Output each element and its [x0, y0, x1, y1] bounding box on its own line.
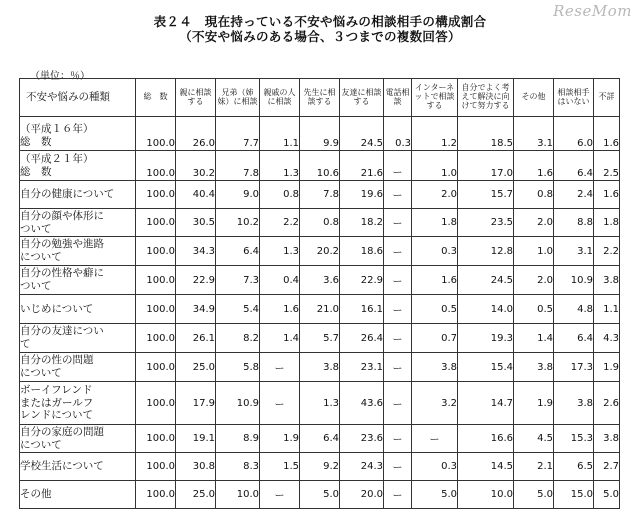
value-cell: 100.0	[136, 324, 176, 353]
value-cell: 0.8	[260, 181, 300, 209]
value-cell: 6.4	[300, 425, 340, 453]
value-cell: 14.0	[458, 295, 514, 324]
row-label-line: について	[20, 251, 62, 263]
value-cell: 18.6	[340, 237, 384, 266]
col-header-internet: インターネットで相談する	[412, 79, 458, 117]
row-label	[20, 266, 136, 295]
value-cell: 1.9	[260, 425, 300, 453]
table-row	[20, 425, 620, 453]
value-cell: ー	[260, 481, 300, 509]
table-row	[20, 209, 620, 237]
row-label-line: ついて	[20, 222, 52, 235]
col-header-total: 総 数	[136, 79, 176, 117]
row-label-line: いじめについて	[20, 302, 94, 315]
value-cell: 3.8	[300, 353, 340, 382]
value-cell: 25.0	[176, 481, 216, 509]
value-cell: 26.1	[176, 324, 216, 353]
value-cell: 34.9	[176, 295, 216, 324]
value-cell: 22.9	[176, 266, 216, 295]
value-cell: 7.3	[216, 266, 260, 295]
table-row	[20, 481, 620, 509]
value-cell: 20.0	[340, 481, 384, 509]
col-header-sibling: 兄弟（姉妹）に相談	[216, 79, 260, 117]
value-cell: 23.1	[340, 353, 384, 382]
value-cell: 23.5	[458, 209, 514, 237]
value-cell: ー	[384, 209, 412, 237]
value-cell: 10.0	[458, 481, 514, 509]
table-row	[20, 266, 620, 295]
row-label-line: レンドについて	[20, 409, 94, 422]
value-cell: 1.9	[594, 353, 620, 382]
value-cell: 9.2	[300, 453, 340, 481]
table-row	[20, 151, 620, 181]
row-label	[20, 425, 136, 453]
value-cell: 30.5	[176, 209, 216, 237]
value-cell: ー	[384, 382, 412, 425]
value-cell: 21.0	[300, 295, 340, 324]
value-cell: 100.0	[136, 151, 176, 181]
value-cell: 0.7	[412, 324, 458, 353]
value-cell: 6.4	[216, 237, 260, 266]
value-cell: 0.3	[412, 237, 458, 266]
value-cell: 6.0	[554, 117, 594, 151]
value-cell: 10.9	[554, 266, 594, 295]
table-row	[20, 382, 620, 425]
row-label-line: その他	[20, 488, 52, 501]
value-cell: 1.6	[412, 266, 458, 295]
value-cell: 5.0	[412, 481, 458, 509]
value-cell: 8.2	[216, 324, 260, 353]
row-label-line: について	[20, 438, 62, 451]
table-title: 表２４ 現在持っている不安や悩みの相談相手の構成割合	[153, 14, 487, 29]
value-cell: 2.6	[594, 382, 620, 425]
value-cell: 100.0	[136, 181, 176, 209]
value-cell: 2.0	[412, 181, 458, 209]
value-cell: 6.5	[554, 453, 594, 481]
value-cell: 12.8	[458, 237, 514, 266]
value-cell: 10.9	[216, 382, 260, 425]
value-cell: 19.6	[340, 181, 384, 209]
value-cell: 5.0	[594, 481, 620, 509]
row-label	[20, 181, 136, 209]
value-cell: 9.9	[300, 117, 340, 151]
value-cell: 0.3	[384, 117, 412, 151]
row-label	[20, 353, 136, 382]
row-label-line: 自分の顔や体形に	[20, 209, 104, 222]
value-cell: 100.0	[136, 382, 176, 425]
col-header-other: その他	[514, 79, 554, 117]
value-cell: 100.0	[136, 117, 176, 151]
row-label	[20, 324, 136, 353]
value-cell: 0.5	[514, 295, 554, 324]
row-label-line: 自分の性の問題	[20, 354, 94, 367]
row-label	[20, 295, 136, 324]
value-cell: 19.1	[176, 425, 216, 453]
value-cell: 5.7	[300, 324, 340, 353]
value-cell: 9.0	[216, 181, 260, 209]
value-cell: 3.1	[554, 237, 594, 266]
value-cell: 21.6	[340, 151, 384, 181]
row-label-line: またはガールフ	[20, 396, 94, 409]
value-cell: 30.8	[176, 453, 216, 481]
table-row	[20, 453, 620, 481]
value-cell: 2.2	[260, 209, 300, 237]
value-cell: 14.5	[458, 453, 514, 481]
value-cell: 17.3	[554, 353, 594, 382]
value-cell: 0.5	[412, 295, 458, 324]
value-cell: 10.6	[300, 151, 340, 181]
value-cell: 3.8	[594, 425, 620, 453]
value-cell: 18.5	[458, 117, 514, 151]
value-cell: 2.4	[554, 181, 594, 209]
value-cell: 17.0	[458, 151, 514, 181]
year-group-label: （平成２１年）	[20, 152, 94, 165]
value-cell: 4.5	[514, 425, 554, 453]
value-cell: ー	[384, 151, 412, 181]
value-cell: 1.8	[412, 209, 458, 237]
value-cell: 22.9	[340, 266, 384, 295]
value-cell: 24.3	[340, 453, 384, 481]
value-cell: 6.4	[554, 151, 594, 181]
value-cell: 1.0	[514, 237, 554, 266]
value-cell: ー	[260, 353, 300, 382]
value-cell: 2.0	[514, 266, 554, 295]
row-label-line: 自分の健康について	[20, 188, 115, 201]
col-header-phone: 電話相談	[384, 79, 412, 117]
value-cell: 5.0	[514, 481, 554, 509]
consultation-table	[19, 78, 620, 509]
value-cell: 3.8	[594, 266, 620, 295]
table-row	[20, 324, 620, 353]
row-label-line: 自分の家庭の問題	[20, 425, 104, 438]
value-cell: 100.0	[136, 295, 176, 324]
value-cell: 1.3	[260, 237, 300, 266]
value-cell: ー	[384, 181, 412, 209]
value-cell: 5.4	[216, 295, 260, 324]
value-cell: 100.0	[136, 481, 176, 509]
value-cell: 1.4	[514, 324, 554, 353]
value-cell: ー	[384, 453, 412, 481]
value-cell: 10.0	[216, 481, 260, 509]
value-cell: 24.5	[340, 117, 384, 151]
value-cell: 2.0	[514, 209, 554, 237]
value-cell: 26.0	[176, 117, 216, 151]
value-cell: 2.2	[594, 237, 620, 266]
year-group-label: （平成１６年）	[20, 122, 94, 135]
row-label	[20, 151, 136, 181]
table-subtitle: （不安や悩みのある場合、３つまでの複数回答）	[179, 29, 461, 44]
value-cell: 1.2	[412, 117, 458, 151]
value-cell: 0.8	[300, 209, 340, 237]
value-cell: 1.1	[594, 295, 620, 324]
value-cell: 1.3	[260, 151, 300, 181]
value-cell: 7.7	[216, 117, 260, 151]
row-label	[20, 209, 136, 237]
value-cell: ー	[412, 425, 458, 453]
value-cell: 3.8	[412, 353, 458, 382]
value-cell: ー	[384, 295, 412, 324]
value-cell: 1.6	[260, 295, 300, 324]
value-cell: 14.7	[458, 382, 514, 425]
row-label-line: 自分の性格や癖に	[20, 267, 104, 280]
col-header-teacher: 先生に相談する	[300, 79, 340, 117]
value-cell: 100.0	[136, 353, 176, 382]
row-label-line: 総 数	[20, 166, 52, 179]
value-cell: 3.8	[514, 353, 554, 382]
col-header-parent: 親に相談する	[176, 79, 216, 117]
value-cell: 3.8	[554, 382, 594, 425]
header-row	[20, 79, 620, 117]
value-cell: 100.0	[136, 209, 176, 237]
value-cell: 0.4	[260, 266, 300, 295]
row-label	[20, 117, 136, 151]
value-cell: 1.0	[412, 151, 458, 181]
value-cell: ー	[384, 266, 412, 295]
category-header: 不安や悩みの種類	[20, 79, 136, 117]
value-cell: 4.8	[554, 295, 594, 324]
value-cell: 1.9	[514, 382, 554, 425]
value-cell: 1.4	[260, 324, 300, 353]
value-cell: ー	[384, 324, 412, 353]
value-cell: 1.3	[300, 382, 340, 425]
value-cell: 40.4	[176, 181, 216, 209]
value-cell: 15.7	[458, 181, 514, 209]
value-cell: 18.2	[340, 209, 384, 237]
row-label-line: ついて	[20, 280, 52, 292]
value-cell: 8.3	[216, 453, 260, 481]
table-row	[20, 353, 620, 382]
value-cell: ー	[384, 237, 412, 266]
value-cell: 0.3	[412, 453, 458, 481]
value-cell: 23.6	[340, 425, 384, 453]
value-cell: 10.2	[216, 209, 260, 237]
col-header-relative: 親戚の人に相談	[260, 79, 300, 117]
col-header-self: 自分でよく考えて解決に向けて努力する	[458, 79, 514, 117]
value-cell: 2.5	[594, 151, 620, 181]
value-cell: 1.6	[594, 117, 620, 151]
value-cell: 5.0	[300, 481, 340, 509]
value-cell: ー	[384, 353, 412, 382]
row-label-line: 総 数	[20, 136, 52, 149]
value-cell: 100.0	[136, 453, 176, 481]
value-cell: 100.0	[136, 266, 176, 295]
value-cell: 3.1	[514, 117, 554, 151]
value-cell: 26.4	[340, 324, 384, 353]
value-cell: 30.2	[176, 151, 216, 181]
value-cell: 8.8	[554, 209, 594, 237]
table-row	[20, 117, 620, 151]
value-cell: ー	[260, 382, 300, 425]
row-label	[20, 481, 136, 509]
value-cell: ー	[384, 481, 412, 509]
row-label-line: て	[20, 338, 31, 350]
row-label-line: ボーイフレンド	[20, 384, 93, 397]
value-cell: 34.3	[176, 237, 216, 266]
value-cell: 8.9	[216, 425, 260, 453]
row-label-line: 自分の友達につい	[20, 325, 104, 338]
value-cell: 16.1	[340, 295, 384, 324]
value-cell: ー	[384, 425, 412, 453]
value-cell: 5.8	[216, 353, 260, 382]
value-cell: 2.1	[514, 453, 554, 481]
value-cell: 7.8	[300, 181, 340, 209]
value-cell: 1.1	[260, 117, 300, 151]
value-cell: 15.0	[554, 481, 594, 509]
table-row	[20, 237, 620, 266]
value-cell: 43.6	[340, 382, 384, 425]
value-cell: 1.6	[594, 181, 620, 209]
row-label-line: について	[20, 367, 62, 379]
value-cell: 1.6	[514, 151, 554, 181]
value-cell: 3.2	[412, 382, 458, 425]
row-label	[20, 453, 136, 481]
value-cell: 3.6	[300, 266, 340, 295]
value-cell: 100.0	[136, 425, 176, 453]
col-header-unknown: 不詳	[594, 79, 620, 117]
value-cell: 0.8	[514, 181, 554, 209]
col-header-friend: 友達に相談する	[340, 79, 384, 117]
value-cell: 24.5	[458, 266, 514, 295]
value-cell: 1.5	[260, 453, 300, 481]
value-cell: 20.2	[300, 237, 340, 266]
row-label	[20, 382, 136, 425]
value-cell: 4.3	[594, 324, 620, 353]
value-cell: 15.4	[458, 353, 514, 382]
value-cell: 2.7	[594, 453, 620, 481]
row-label	[20, 237, 136, 266]
value-cell: 15.3	[554, 425, 594, 453]
table-row	[20, 295, 620, 324]
row-label-line: 自分の勉強や進路	[20, 238, 104, 251]
value-cell: 25.0	[176, 353, 216, 382]
resemom-logo: ReseMom	[553, 2, 632, 20]
row-label-line: 学校生活について	[20, 460, 104, 473]
value-cell: 17.9	[176, 382, 216, 425]
value-cell: 100.0	[136, 237, 176, 266]
value-cell: 1.8	[594, 209, 620, 237]
value-cell: 16.6	[458, 425, 514, 453]
unit-label: （単位：％）	[30, 71, 90, 82]
value-cell: 19.3	[458, 324, 514, 353]
table-row	[20, 181, 620, 209]
col-header-none: 相談相手はいない	[554, 79, 594, 117]
value-cell: 7.8	[216, 151, 260, 181]
value-cell: 6.4	[554, 324, 594, 353]
